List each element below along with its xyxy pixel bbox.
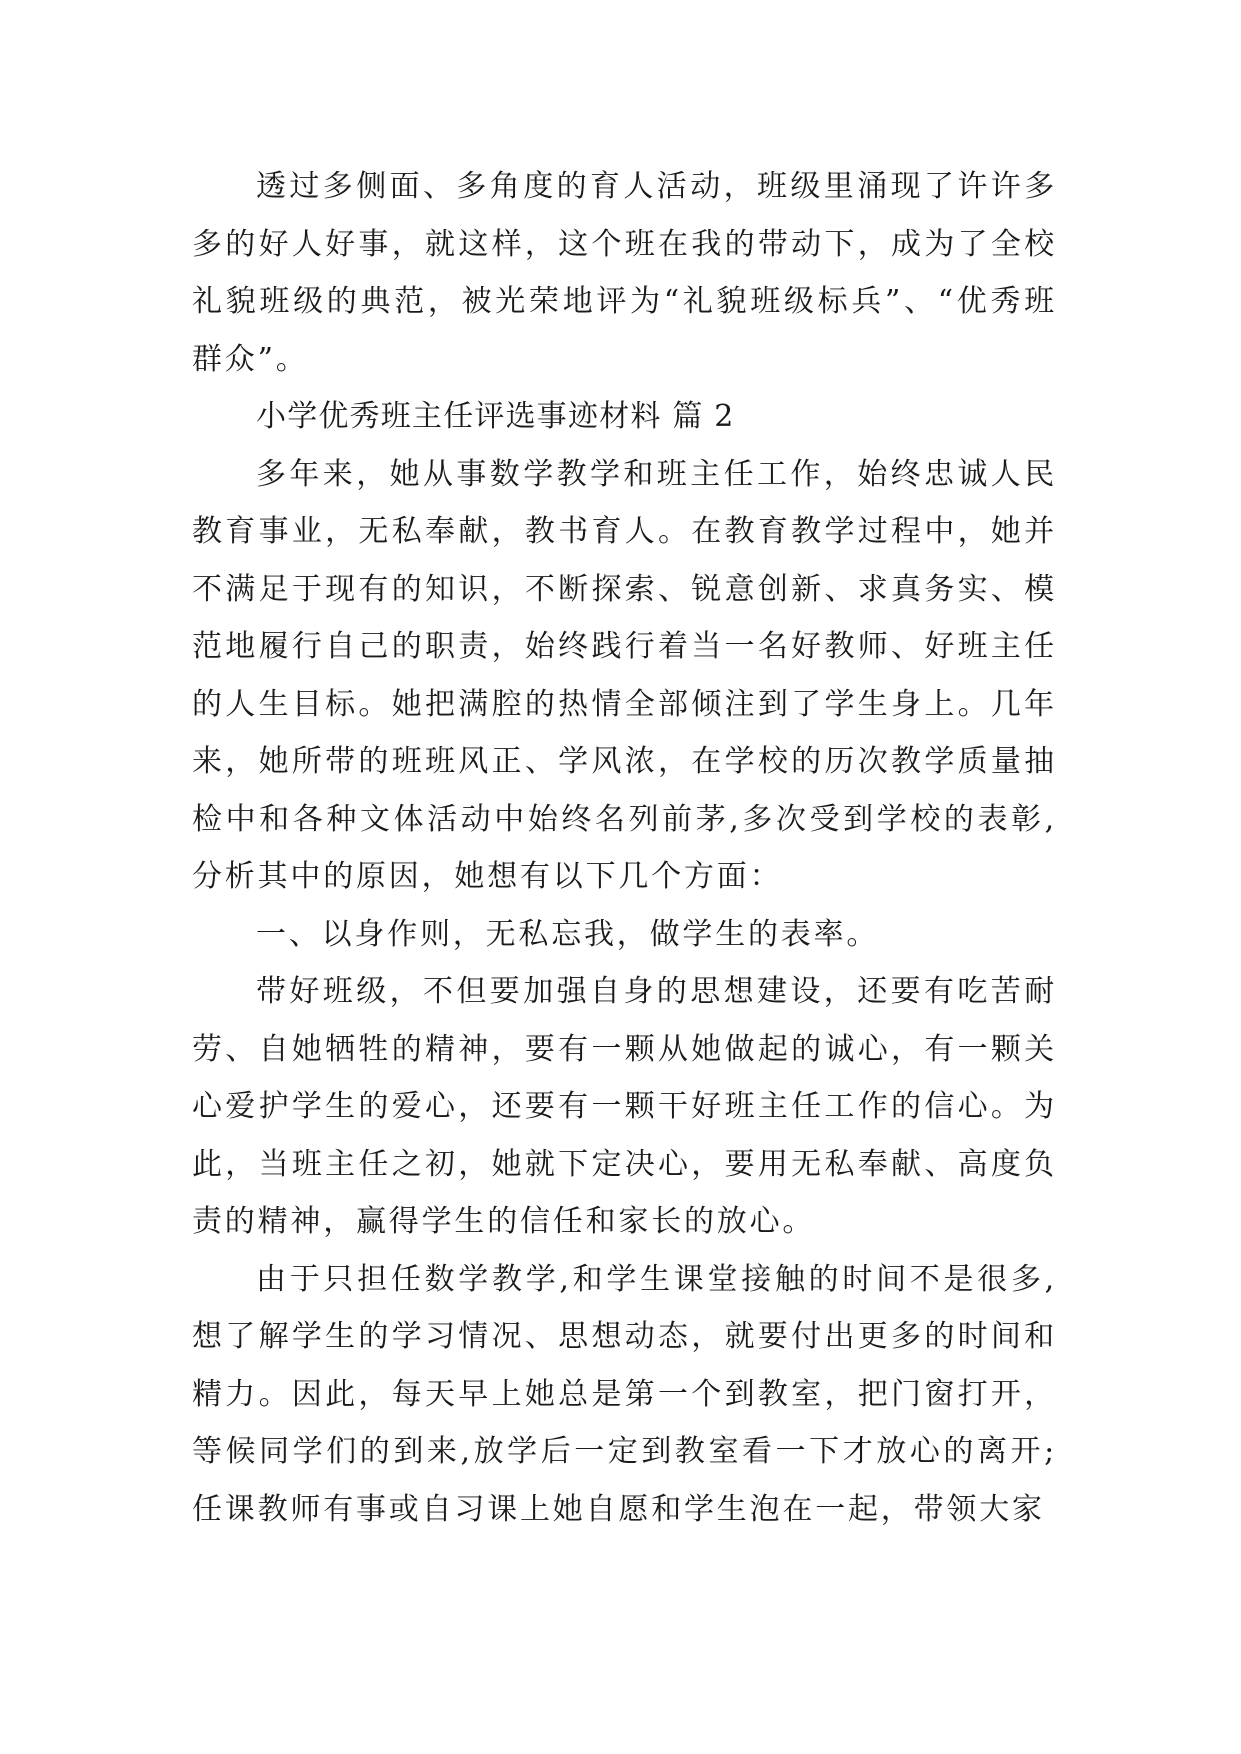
paragraph-2: 多年来，她从事数学教学和班主任工作，始终忠诚人民教育事业，无私奉献，教书育人。在教育教学过程中，她并不满足于现有的知识，不断探索、锐意创新、求真务实、模范地履行自己的职责，始终践行着当一名好教师、好班主任的人生目标。她把满腔的热情全部倾注到了学生身上。几年来，她所带的班班风正、学风浓，在学校的历次教学质量抽检中和各种文体活动中始终名列前茅,多次受到学校的表彰,分析其中的原因，她想有以下几个方面： bbox=[192, 456, 1057, 894]
paragraph-3: 一、以身作则，无私忘我，做学生的表率。 bbox=[256, 916, 880, 952]
document-body bbox=[192, 158, 1057, 1538]
paragraph-1: 透过多侧面、多角度的育人活动，班级里涌现了许许多多的好人好事，就这样，这个班在我的带动下，成为了全校礼貌班级的典范，被光荣地评为“礼貌班级标兵”、“优秀班群众”。 bbox=[192, 169, 1057, 377]
paragraph-5: 由于只担任数学教学,和学生课堂接触的时间不是很多,想了解学生的学习情况、思想动态，就要付出更多的时间和精力。因此，每天早上她总是第一个到教室，把门窗打开，等候同学们的到来,放学后一定到教室看一下才放心的离开;任课教师有事或自习课上她自愿和学生泡在一起，带领大家 bbox=[192, 1261, 1057, 1527]
paragraph-4: 带好班级，不但要加强自身的思想建设，还要有吃苦耐劳、自她牺牲的精神，要有一颗从她做起的诚心，有一颗关心爱护学生的爱心，还要有一颗干好班主任工作的信心。为此，当班主任之初，她就下定决心，要用无私奉献、高度负责的精神，赢得学生的信任和家长的放心。 bbox=[192, 974, 1057, 1239]
section-heading: 小学优秀班主任评选事迹材料 篇 2 bbox=[256, 399, 735, 434]
